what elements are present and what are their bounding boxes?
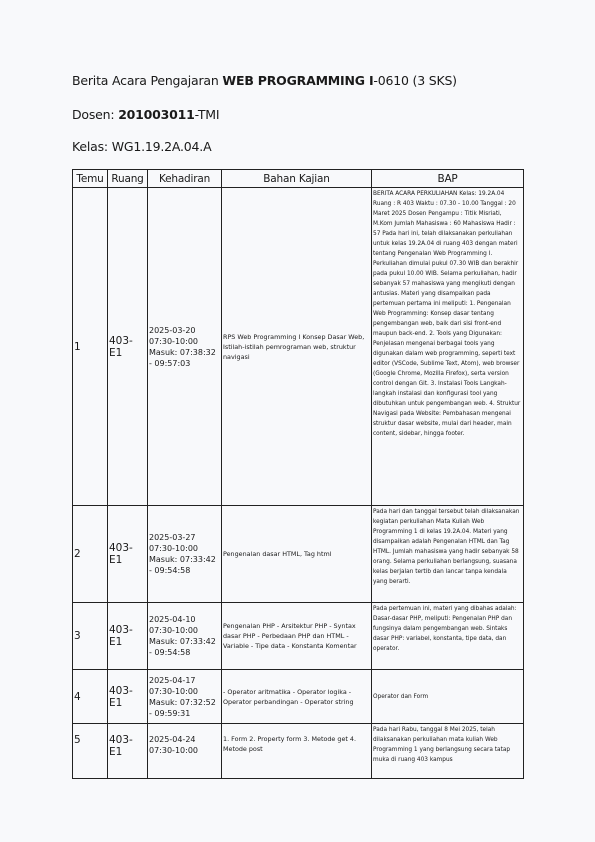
title-prefix: Berita Acara Pengajaran: [72, 73, 223, 88]
kehadiran-checkin: Masuk: 07:38:32 - 09:57:03: [149, 347, 216, 368]
table-row: [73, 670, 524, 724]
cell-bahan-kajian: Pengenalan PHP - Arsitektur PHP - Syntax dasar PHP - Perbedaan PHP dan HTML - Variable - Tipe data - Konstanta Komentar: [222, 603, 372, 670]
kehadiran-time: 07:30-10:00: [149, 626, 198, 635]
table-row: [73, 188, 524, 506]
cell-bap: Pada pertemuan ini, materi yang dibahas adalah: Dasar-dasar PHP, meliputi: Pengenalan PHP dan fungsinya dalam pengembangan web. Sintaks dasar PHP: variabel, konstanta, tipe data, dan operator.: [372, 603, 524, 670]
cell-bap: Pada hari Rabu, tanggal 8 Mei 2025, telah dilaksanakan perkuliahan mata kuliah Web Programming 1 yang berlangsung secara tatap muka di ruang 403 kampus: [372, 724, 524, 779]
column-header-temu: Temu: [73, 170, 108, 188]
kehadiran-time: 07:30-10:00: [149, 544, 198, 553]
kehadiran-checkin: Masuk: 07:33:42 - 09:54:58: [149, 637, 216, 657]
kehadiran-date: 2025-03-27: [149, 533, 196, 542]
kehadiran-date-time: [149, 675, 220, 697]
lecturer-suffix: -TMI: [194, 107, 220, 122]
class-line: Kelas: WG1.19.2A.04.A: [72, 139, 212, 154]
cell-bahan-kajian: 1. Form 2. Property form 3. Metode get 4. Metode post: [222, 724, 372, 779]
cell-temu: 3: [73, 603, 108, 670]
cell-kehadiran: [148, 670, 222, 724]
cell-bap: BERITA ACARA PERKULIAHAN Kelas: 19.2A.04 Ruang : R 403 Waktu : 07.30 - 10.00 Tanggal : 20 Maret 2025 Dosen Pengampu : Titik Misriati, M.Kom Jumlah Mahasiswa : 60 Mahasiswa Hadir : 57 Pada hari ini, telah dilaksanakan perkuliahan untuk kelas 19.2A.04 di ruang 403 dengan materi tentang Pengenalan Web Programming I. Perkuliahan dimulai pukul 07.30 WIB dan berakhir pada pukul 10.00 WIB. Selama perkuliahan, hadir sebanyak 57 mahasiswa yang mengikuti dengan antusias. Materi yang disampaikan pada pertemuan pertama ini meliputi: 1. Pengenalan Web Programming: Konsep dasar tentang pengembangan web, baik dari sisi front-end maupun back-end. 2. Tools yang Digunakan: Penjelasan mengenai berbagai tools yang digunakan dalam web programming, seperti text editor (VSCode, Sublime Text, Atom), web browser (Google Chrome, Mozilla Firefox), serta version control dengan Git. 3. Instalasi Tools Langkah-langkah instalasi dan konfigurasi tool yang dibutuhkan untuk pengembangan web. 4. Struktur Navigasi pada Website: Pembahasan mengenai struktur dasar website, mulai dari header, main content, sidebar, hingga footer.: [372, 188, 524, 506]
kehadiran-time: 07:30-10:00: [149, 686, 198, 696]
kehadiran-date: 2025-04-24: [149, 735, 196, 744]
column-header-kehadiran: Kehadiran: [148, 170, 222, 188]
cell-ruang: 403-E1: [108, 506, 148, 603]
table-row: [73, 603, 524, 670]
kehadiran-date: 2025-03-20: [149, 325, 196, 335]
kehadiran-time: 07:30-10:00: [149, 746, 198, 755]
cell-kehadiran: [148, 603, 222, 670]
cell-ruang: 403-E1: [108, 603, 148, 670]
table-row: [73, 506, 524, 603]
column-header-bap: BAP: [372, 170, 524, 188]
cell-bahan-kajian: Pengenalan dasar HTML, Tag html: [222, 506, 372, 603]
course-code: -0610 (3 SKS): [373, 73, 457, 88]
cell-bap: Pada hari dan tanggal tersebut telah dilaksanakan kegiatan perkuliahan Mata Kuliah Web Programming 1 di kelas 19.2A.04. Materi yang disampaikan adalah Pengenalan HTML dan Tag HTML. Jumlah mahasiswa yang hadir sebanyak 58 orang. Selama perkuliahan berlangsung, suasana kelas berjalan tertib dan lancar tanpa kendala yang berarti.: [372, 506, 524, 603]
cell-bap: Operator dan Form: [372, 670, 524, 724]
report-title: [72, 73, 457, 88]
cell-kehadiran: [148, 724, 222, 779]
cell-temu: 4: [73, 670, 108, 724]
lecturer-id: 201003011: [118, 107, 195, 122]
kehadiran-checkin: Masuk: 07:33:42 - 09:54:58: [149, 555, 216, 575]
kehadiran-date: 2025-04-10: [149, 615, 196, 624]
cell-ruang: 403-E1: [108, 670, 148, 724]
cell-bahan-kajian: RPS Web Programming I Konsep Dasar Web, Istilah-istilah pemrograman web, struktur navigasi: [222, 188, 372, 506]
kehadiran-time: 07:30-10:00: [149, 336, 198, 346]
cell-temu: 1: [73, 188, 108, 506]
lecturer-label: Dosen:: [72, 107, 119, 122]
cell-kehadiran: [148, 506, 222, 603]
attendance-table: [72, 169, 524, 779]
table-row: [73, 724, 524, 779]
kehadiran-checkin: Masuk: 07:32:52 - 09:59:31: [149, 697, 216, 718]
cell-bahan-kajian: - Operator aritmatika - Operator logika - Operator perbandingan - Operator string: [222, 670, 372, 724]
cell-temu: 5: [73, 724, 108, 779]
table-header-row: [73, 170, 524, 188]
cell-temu: 2: [73, 506, 108, 603]
cell-ruang: 403-E1: [108, 724, 148, 779]
cell-ruang: 403-E1: [108, 188, 148, 506]
kehadiran-date: 2025-04-17: [149, 675, 196, 685]
column-header-ruang: Ruang: [108, 170, 148, 188]
cell-kehadiran: [148, 188, 222, 506]
lecturer-line: [72, 107, 219, 122]
course-name: WEB PROGRAMMING I: [222, 73, 374, 88]
column-header-bahan-kajian: Bahan Kajian: [222, 170, 372, 188]
